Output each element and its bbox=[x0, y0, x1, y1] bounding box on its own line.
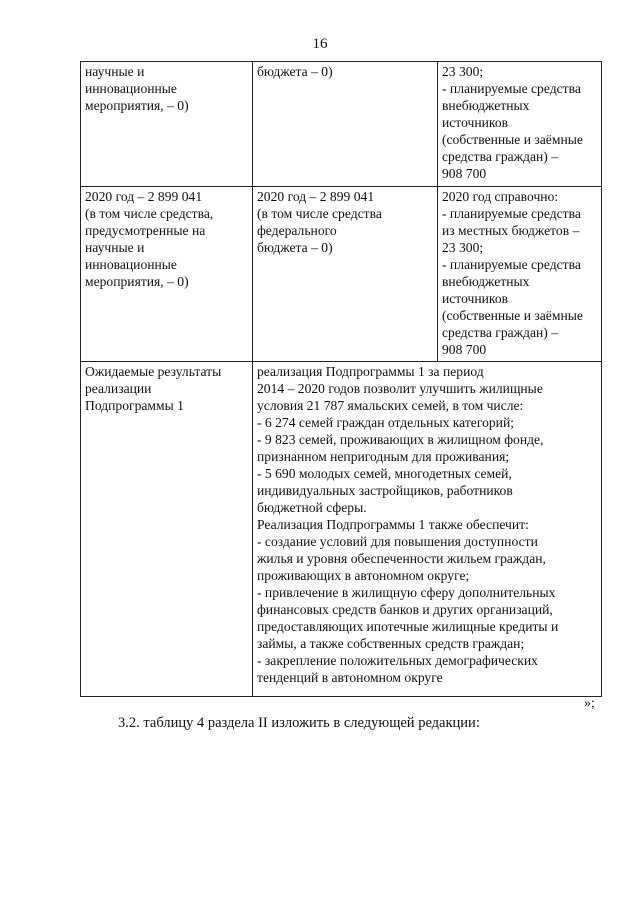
cell-text-line: мероприятия, – 0) bbox=[85, 98, 189, 113]
cell-text-line: финансовых средств банков и других организаций, bbox=[257, 602, 553, 617]
cell-text-line: реализация Подпрограммы 1 за период bbox=[257, 364, 484, 379]
cell-text-line: бюджета – 0) bbox=[257, 240, 333, 255]
closing-quote: »; bbox=[584, 696, 595, 711]
cell-text-line: (собственные и заёмные bbox=[442, 308, 583, 323]
cell-text-line: 908 700 bbox=[442, 166, 487, 181]
table-cell bbox=[438, 187, 602, 362]
cell-text-line: 2020 год – 2 899 041 bbox=[85, 189, 203, 204]
cell-text-line: бюджетной сферы. bbox=[257, 500, 367, 515]
cell-text-line: признанном непригодным для проживания; bbox=[257, 449, 510, 464]
cell-text-line: - 5 690 молодых семей, многодетных семей, bbox=[257, 466, 512, 481]
cell-text-line: средства граждан) – bbox=[442, 149, 558, 164]
page-number: 16 bbox=[312, 36, 328, 52]
table-cell bbox=[253, 187, 438, 362]
cell-text-line: условия 21 787 ямальских семей, в том числе: bbox=[257, 398, 524, 413]
cell-text-line: 2014 – 2020 годов позволит улучшить жилищные bbox=[257, 381, 543, 396]
cell-text-line: - планируемые средства bbox=[442, 206, 581, 221]
cell-text-line: 2020 год справочно: bbox=[442, 189, 559, 204]
cell-text-line: средства граждан) – bbox=[442, 325, 558, 340]
cell-text-line: внебюджетных bbox=[442, 98, 530, 113]
cell-text-line: - 9 823 семей, проживающих в жилищном фонде, bbox=[257, 432, 544, 447]
cell-text-line: инновационные bbox=[85, 257, 177, 272]
cell-text-line: 23 300; bbox=[442, 64, 484, 79]
cell-text-line: - привлечение в жилищную сферу дополнительных bbox=[257, 585, 556, 600]
cell-text-line: инновационные bbox=[85, 81, 177, 96]
cell-text-line: из местных бюджетов – bbox=[442, 223, 580, 238]
cell-text-line: - планируемые средства bbox=[442, 257, 581, 272]
table-cell bbox=[253, 62, 438, 187]
table-cell bbox=[81, 187, 253, 362]
cell-text-line: научные и bbox=[85, 64, 145, 79]
cell-text-line: 908 700 bbox=[442, 342, 487, 357]
program-table bbox=[80, 61, 602, 697]
cell-text-line: научные и bbox=[85, 240, 145, 255]
cell-text-line: 2020 год – 2 899 041 bbox=[257, 189, 375, 204]
cell-text-line: 23 300; bbox=[442, 240, 484, 255]
cell-text-line: (собственные и заёмные bbox=[442, 132, 583, 147]
cell-text-line: внебюджетных bbox=[442, 274, 530, 289]
table-cell bbox=[438, 62, 602, 187]
cell-text-line: (в том числе средства bbox=[257, 206, 382, 221]
cell-text-line: проживающих в автономном округе; bbox=[257, 568, 470, 583]
cell-text-line: жилья и уровня обеспеченности жильем граждан, bbox=[257, 551, 546, 566]
table-cell bbox=[253, 362, 602, 697]
cell-text-line: - 6 274 семей граждан отдельных категорий; bbox=[257, 415, 514, 430]
table-row bbox=[81, 62, 602, 187]
cell-text-line: индивидуальных застройщиков, работников bbox=[257, 483, 513, 498]
cell-text-line: предоставляющих ипотечные жилищные кредиты и bbox=[257, 619, 559, 634]
cell-text-line: (в том числе средства, bbox=[85, 206, 214, 221]
table-row bbox=[81, 187, 602, 362]
cell-text-line: тенденций в автономном округе bbox=[257, 670, 443, 685]
cell-text-line: Подпрограммы 1 bbox=[85, 398, 184, 413]
cell-text-line: реализации bbox=[85, 381, 152, 396]
cell-text-line: Ожидаемые результаты bbox=[85, 364, 222, 379]
cell-text-line: бюджета – 0) bbox=[257, 64, 333, 79]
cell-text-line: источников bbox=[442, 115, 509, 130]
instruction-text: 3.2. таблицу 4 раздела II изложить в следующей редакции: bbox=[118, 715, 480, 731]
cell-text-line: - создание условий для повышения доступности bbox=[257, 534, 538, 549]
cell-text-line: источников bbox=[442, 291, 509, 306]
cell-text-line: федерального bbox=[257, 223, 337, 238]
cell-text-line: мероприятия, – 0) bbox=[85, 274, 189, 289]
cell-text-line: Реализация Подпрограммы 1 также обеспечит: bbox=[257, 517, 529, 532]
cell-text-line: - планируемые средства bbox=[442, 81, 581, 96]
table-cell bbox=[81, 62, 253, 187]
cell-text-line: займы, а также собственных средств граждан; bbox=[257, 636, 525, 651]
table-cell bbox=[81, 362, 253, 697]
table-row bbox=[81, 362, 602, 697]
cell-text-line: - закрепление положительных демографических bbox=[257, 653, 538, 668]
cell-text-line: предусмотренные на bbox=[85, 223, 206, 238]
